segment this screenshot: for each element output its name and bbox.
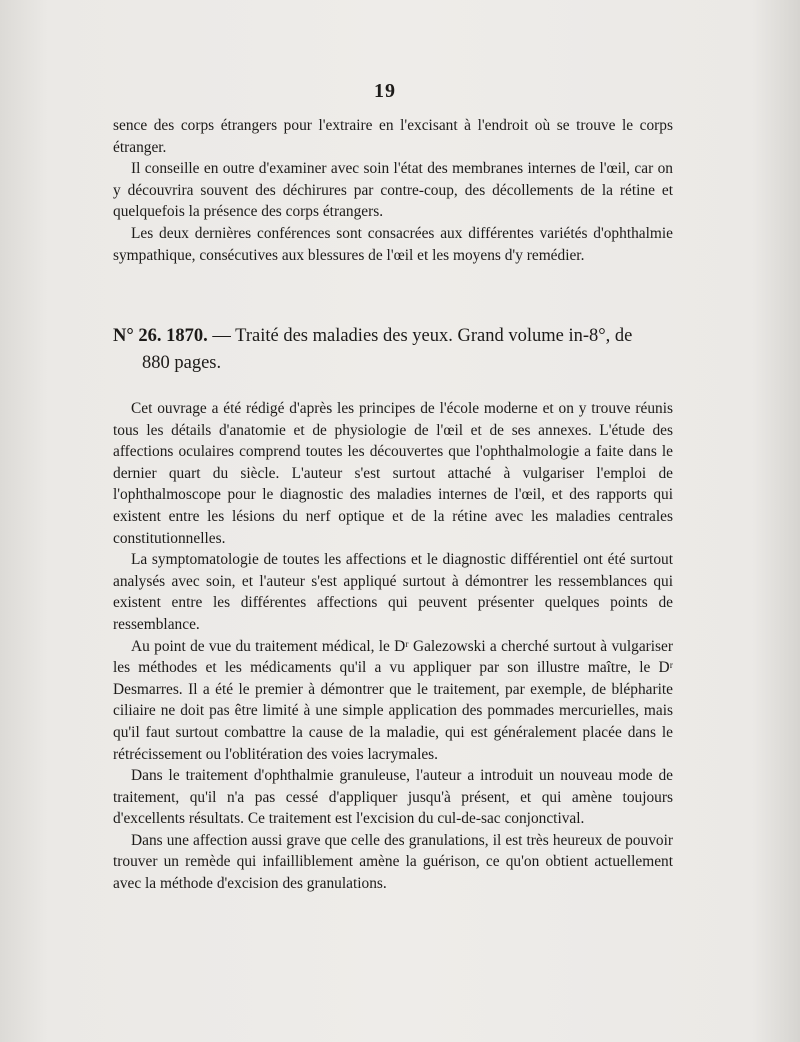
paragraph: La symptomatologie de toutes les affections et le diagnostic différentiel ont été surtout analysés avec soin, et l'auteur s'est appliqué surtout à démontrer les ressemblances qui existent entre les différentes affections qui peuvent présenter quelques points de ressemblance. xyxy=(113,551,673,633)
paragraph: Les deux dernières conférences sont consacrées aux différentes variétés d'ophthalmie sympathique, consécutives aux blessures de l'œil et les moyens d'y remédier. xyxy=(113,224,673,264)
page-number: 19 xyxy=(374,80,396,102)
entry-year: 1870. xyxy=(166,326,208,346)
entry-title-cont: 880 pages. xyxy=(142,353,222,373)
paragraph: Au point de vue du traitement médical, le Dʳ Galezowski a cherché surtout à vulgariser les méthodes et les médicaments qu'il a vu appliquer par son illustre maître, le Dʳ Desmarres. Il a été le premier à démontrer que le traitement, par exemple, de blépharite ciliaire ne doit pas être limité à une simple application des pommades mercurielles, mais qu'il faut surtout combattre la cause de la maladie, qui est généralement placée dans le rétrécissement ou l'oblitération des voies lacrymales. xyxy=(113,637,673,763)
entry-number: N° 26. xyxy=(113,326,162,346)
intro-text xyxy=(113,115,673,266)
paragraph: Dans une affection aussi grave que celle des granulations, il est très heureux de pouvoir trouver un remède qui infailliblement amène la guérison, ce qu'on obtient actuellement avec la méthode d'excision des granulations. xyxy=(113,831,673,893)
body-text xyxy=(113,398,673,895)
paragraph: Cet ouvrage a été rédigé d'après les principes de l'école moderne et on y trouve réunis tous les détails d'anatomie et de physiologie de l'œil et de ses annexes. L'étude des affections oculaires comprend toutes les découvertes que l'ophthalmologie a faite dans le dernier quart du siècle. L'auteur s'est surtout attaché à vulgariser l'emploi de l'ophthalmoscope pour le diagnostic des maladies internes de l'œil, et des rapports qui existent entre les lésions du nerf optique et de la rétine avec les maladies centrales constitutionnelles. xyxy=(113,400,673,547)
paragraph: Il conseille en outre d'examiner avec soin l'état des membranes internes de l'œil, car on y découvrira souvent des déchirures par contre-coup, des décollements de la rétine et quelquefois la présence des corps étrangers. xyxy=(113,160,673,221)
entry-heading xyxy=(113,323,673,377)
paragraph: sence des corps étrangers pour l'extraire en l'excisant à l'endroit où se trouve le corps étranger. xyxy=(113,117,673,156)
paragraph: Dans le traitement d'ophthalmie granuleuse, l'auteur a introduit un nouveau mode de traitement, qu'il n'a pas cessé d'appliquer jusqu'à présent, et qui amène toujours d'excellents résultats. Ce traitement est l'excision du cul-de-sac conjonctival. xyxy=(113,767,673,828)
entry-title: — Traité des maladies des yeux. Grand volume in-8°, de xyxy=(212,326,633,346)
